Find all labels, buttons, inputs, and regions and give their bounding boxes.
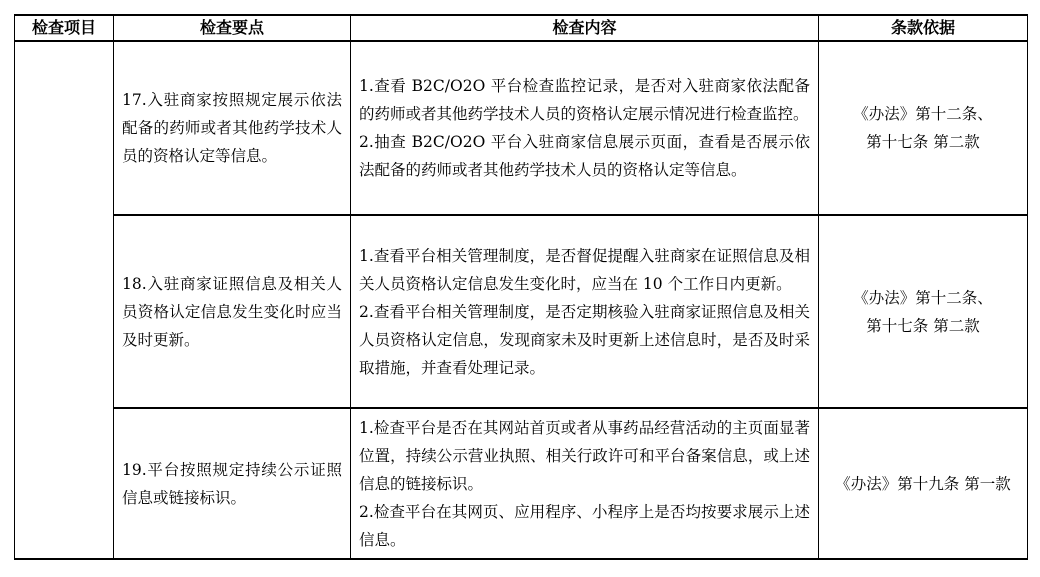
content-paragraph: 1.检查平台是否在其网站首页或者从事药品经营活动的主页面显著位置，持续公示营业执照、相关行政许可和平台备案信息，或上述信息的链接标识。 xyxy=(359,418,810,493)
content-paragraph: 2.查看平台相关管理制度，是否定期核验入驻商家证照信息及相关人员资格认定信息，发现商家未及时更新上述信息时，是否及时采取措施，并查看处理记录。 xyxy=(359,302,810,377)
table-row-17 xyxy=(15,41,1028,215)
basis-line: 第十七条 第二款 xyxy=(866,133,980,151)
content-cell-18 xyxy=(351,215,819,408)
inspection-item-merged-cell xyxy=(15,41,114,559)
basis-line: 《办法》第十二条、 xyxy=(853,288,993,307)
key-points-text: 18.入驻商家证照信息及相关人员资格认定信息发生变化时应当及时更新。 xyxy=(122,274,342,349)
basis-line: 第十七条 第二款 xyxy=(866,316,980,335)
basis-cell-17 xyxy=(819,41,1028,215)
header-key-points: 检查要点 xyxy=(114,15,351,41)
key-points-text: 17.入驻商家按照规定展示依法配备的药师或者其他药学技术人员的资格认定等信息。 xyxy=(122,91,342,165)
inspection-table xyxy=(14,14,1028,560)
key-points-cell-17 xyxy=(114,41,351,215)
table-row-18 xyxy=(15,215,1028,408)
basis-line: 《办法》第十二条、 xyxy=(853,105,993,123)
basis-cell-19 xyxy=(819,408,1028,559)
basis-cell-18 xyxy=(819,215,1028,408)
header-inspection-item: 检查项目 xyxy=(15,15,114,41)
content-paragraph: 1.查看 B2C/O2O 平台检查监控记录，是否对入驻商家依法配备的药师或者其他药学技术人员的资格认定展示情况进行检查监控。 xyxy=(359,77,810,123)
key-points-cell-19 xyxy=(114,408,351,559)
content-paragraph: 2.检查平台在其网页、应用程序、小程序上是否均按要求展示上述信息。 xyxy=(359,502,810,549)
key-points-text: 19.平台按照规定持续公示证照信息或链接标识。 xyxy=(122,460,342,507)
content-paragraph: 2.抽查 B2C/O2O 平台入驻商家信息展示页面，查看是否展示依法配备的药师或者其他药学技术人员的资格认定等信息。 xyxy=(359,133,810,179)
header-inspection-content: 检查内容 xyxy=(351,15,819,41)
content-paragraph: 1.查看平台相关管理制度，是否督促提醒入驻商家在证照信息及相关人员资格认定信息发生变化时，应当在 10 个工作日内更新。 xyxy=(359,246,810,293)
key-points-cell-18 xyxy=(114,215,351,408)
table-header-row xyxy=(15,15,1028,41)
content-cell-17 xyxy=(351,41,819,215)
table-row-19 xyxy=(15,408,1028,559)
basis-line: 《办法》第十九条 第一款 xyxy=(835,474,1011,493)
content-cell-19 xyxy=(351,408,819,559)
header-clause-basis: 条款依据 xyxy=(819,15,1028,41)
